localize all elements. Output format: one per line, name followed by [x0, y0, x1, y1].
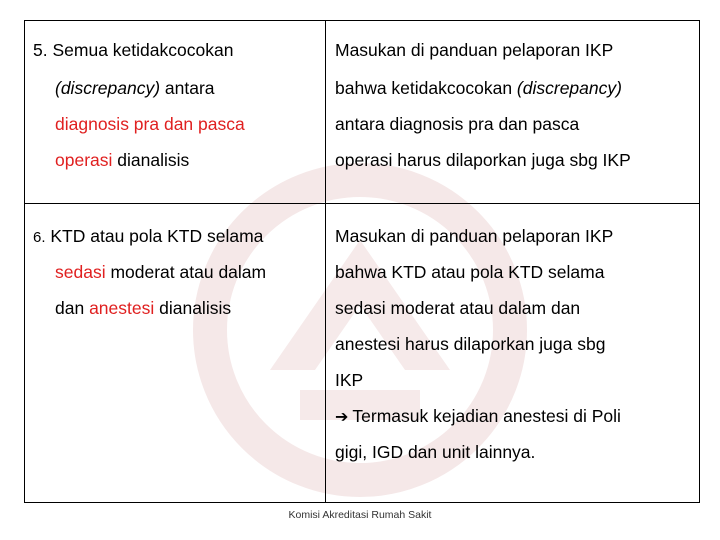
highlight-text: diagnosis pra dan pasca — [55, 114, 245, 134]
row2-right-line7: gigi, IGD dan unit lainnya. — [335, 442, 536, 462]
highlight-text: sedasi — [55, 262, 106, 282]
row1-left-line1 — [33, 40, 233, 60]
item-text: dan — [55, 298, 90, 318]
row2-left-line2 — [55, 262, 266, 282]
row1-left-line2 — [55, 78, 215, 98]
row1-left-line4 — [55, 150, 189, 170]
item-number: 5. — [33, 40, 48, 60]
comparison-table — [24, 20, 700, 503]
row2-right-line5: IKP — [335, 370, 364, 390]
item-number: 6. — [33, 229, 46, 246]
item-text: dianalisis — [112, 150, 190, 170]
row1-right-line3: antara diagnosis pra dan pasca — [335, 114, 580, 134]
row1-right-line2 — [335, 78, 622, 98]
item-text: bahwa ketidakcocokan — [335, 78, 517, 98]
row2-right-line3: sedasi moderat atau dalam dan — [335, 298, 581, 318]
item-text: Semua ketidakcocokan — [52, 40, 234, 60]
row1-right-line1: Masukan di panduan pelaporan IKP — [335, 40, 614, 60]
row2-left-line1 — [33, 226, 263, 248]
italic-term: (discrepancy) — [516, 78, 622, 98]
highlight-text: anestesi — [89, 298, 155, 318]
row-divider — [25, 203, 699, 204]
column-divider — [325, 21, 326, 502]
row2-right-line2: bahwa KTD atau pola KTD selama — [335, 262, 605, 282]
row1-right-line4: operasi harus dilaporkan juga sbg IKP — [335, 150, 631, 170]
right-arrow-icon: ➔ — [335, 409, 349, 426]
footer-text: Komisi Akreditasi Rumah Sakit — [288, 509, 432, 521]
row1-left-line3 — [55, 114, 245, 134]
item-text: moderat atau dalam — [105, 262, 267, 282]
row2-right-line4: anestesi harus dilaporkan juga sbg — [335, 334, 606, 354]
row2-left-line3 — [55, 298, 231, 318]
item-text: Termasuk kejadian anestesi di Poli — [352, 406, 621, 426]
highlight-text: operasi — [55, 150, 113, 170]
row2-right-line6 — [335, 406, 621, 428]
item-text: antara — [160, 78, 215, 98]
row2-right-line1: Masukan di panduan pelaporan IKP — [335, 226, 614, 246]
item-text: dianalisis — [154, 298, 232, 318]
item-text: KTD atau pola KTD selama — [45, 226, 264, 246]
italic-term: (discrepancy) — [55, 78, 161, 98]
